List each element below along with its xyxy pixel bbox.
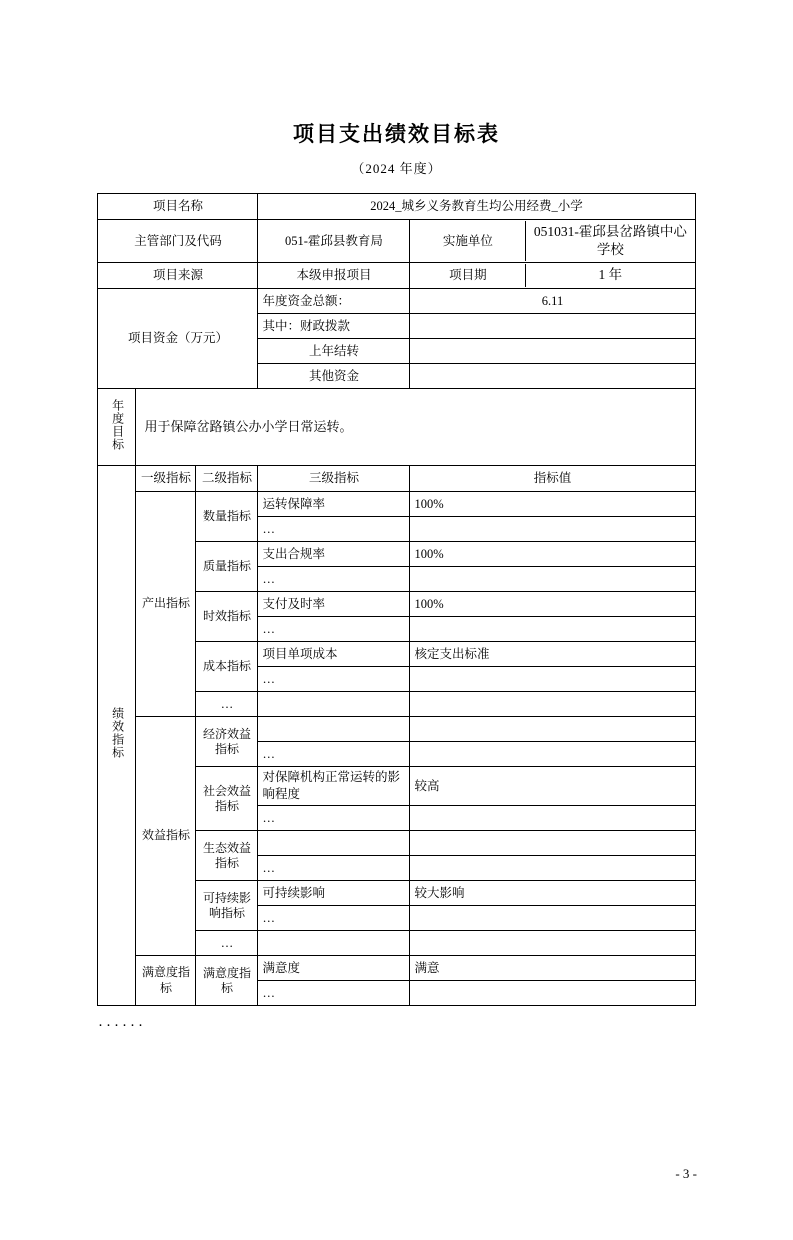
level3-indicator: …	[258, 567, 410, 592]
document-page	[0, 118, 793, 1240]
level3-indicator: …	[258, 517, 410, 542]
table-row	[98, 389, 695, 466]
funds-row-name: 上年结转	[258, 339, 410, 364]
table-row	[98, 289, 695, 314]
period-value: 1 年	[598, 267, 623, 283]
page-subtitle: （2024 年度）	[351, 161, 442, 176]
indicator-value: 100%	[410, 542, 695, 567]
level2-cost: 成本指标	[196, 642, 258, 692]
page-title: 项目支出绩效目标表	[293, 122, 500, 146]
dept-value: 051-霍邱县教育局	[258, 220, 410, 263]
indicator-value	[410, 617, 695, 642]
table-row	[98, 492, 695, 517]
column-header-level2: 二级指标	[196, 466, 258, 492]
level3-indicator	[258, 931, 410, 956]
funds-label: 项目资金（万元）	[98, 289, 258, 389]
level2-satisfaction: 满意度指标	[196, 956, 258, 1006]
level1-benefit: 效益指标	[136, 717, 196, 956]
level3-indicator: …	[258, 742, 410, 767]
column-header-level1: 一级指标	[136, 466, 196, 492]
table-row	[98, 194, 695, 220]
level3-indicator: 支付及时率	[258, 592, 410, 617]
level3-indicator	[258, 692, 410, 717]
indicator-value	[410, 856, 695, 881]
level2-quality: 质量指标	[196, 542, 258, 592]
level3-indicator: 满意度	[258, 956, 410, 981]
period-label: 项目期	[410, 264, 525, 286]
funds-row-name: 其中：财政拨款	[258, 314, 410, 339]
level2-social: 社会效益指标	[196, 767, 258, 831]
level3-indicator	[258, 717, 410, 742]
funds-row-value	[410, 364, 695, 389]
funds-row-value: 6.11	[410, 289, 695, 314]
level2-ecological: 生态效益指标	[196, 831, 258, 881]
indicator-side-label: 绩效指标	[98, 466, 136, 1006]
funds-row-name: 其他资金	[258, 364, 410, 389]
level2-quantity: 数量指标	[196, 492, 258, 542]
indicator-value	[410, 831, 695, 856]
performance-goal-table	[97, 193, 695, 1006]
level3-indicator: …	[258, 806, 410, 831]
funds-row-value	[410, 314, 695, 339]
level2-ellipsis: …	[196, 931, 258, 956]
indicator-value	[410, 806, 695, 831]
indicator-value: 100%	[410, 492, 695, 517]
level3-indicator: …	[258, 856, 410, 881]
table-row	[98, 956, 695, 981]
unit-label: 实施单位	[410, 221, 525, 260]
source-value: 本级申报项目	[258, 263, 410, 289]
table-row	[98, 466, 695, 492]
project-name-value: 2024_城乡义务教育生均公用经费_小学	[258, 194, 695, 220]
table-row	[98, 263, 695, 289]
source-label: 项目来源	[98, 263, 258, 289]
level3-indicator: 可持续影响	[258, 881, 410, 906]
funds-row-name: 年度资金总额：	[258, 289, 410, 314]
level3-indicator: 项目单项成本	[258, 642, 410, 667]
level3-indicator: …	[258, 617, 410, 642]
indicator-value	[410, 981, 695, 1006]
level2-economic: 经济效益指标	[196, 717, 258, 767]
column-header-value: 指标值	[410, 466, 695, 492]
indicator-value	[410, 567, 695, 592]
level2-timeliness: 时效指标	[196, 592, 258, 642]
annual-goal-text: 用于保障岔路镇公办小学日常运转。	[136, 389, 695, 466]
indicator-value	[410, 517, 695, 542]
level1-satisfaction: 满意度指标	[136, 956, 196, 1006]
indicator-value: 核定支出标准	[410, 642, 695, 667]
level3-indicator	[258, 831, 410, 856]
indicator-value	[410, 906, 695, 931]
funds-row-value	[410, 339, 695, 364]
indicator-value	[410, 931, 695, 956]
level2-ellipsis: …	[196, 692, 258, 717]
indicator-value: 较高	[410, 767, 695, 806]
unit-value: 051031-霍邱县岔路镇中心学校	[533, 224, 687, 257]
indicator-value	[410, 667, 695, 692]
project-name-label: 项目名称	[98, 194, 258, 220]
trailing-dots: ······	[98, 1018, 146, 1034]
indicator-value: 较大影响	[410, 881, 695, 906]
indicator-value: 满意	[410, 956, 695, 981]
indicator-value: 100%	[410, 592, 695, 617]
table-row	[98, 220, 695, 263]
level3-indicator: 对保障机构正常运转的影响程度	[258, 767, 410, 806]
level3-indicator: 运转保障率	[258, 492, 410, 517]
level3-indicator: 支出合规率	[258, 542, 410, 567]
page-number: - 3 -	[675, 1166, 697, 1181]
level3-indicator: …	[258, 981, 410, 1006]
annual-goal-label: 年度目标	[98, 389, 136, 466]
level3-indicator: …	[258, 906, 410, 931]
indicator-value	[410, 742, 695, 767]
dept-label: 主管部门及代码	[98, 220, 258, 263]
level1-output: 产出指标	[136, 492, 196, 717]
indicator-value	[410, 717, 695, 742]
indicator-value	[410, 692, 695, 717]
column-header-level3: 三级指标	[258, 466, 410, 492]
level2-sustainable: 可持续影响指标	[196, 881, 258, 931]
table-row	[98, 717, 695, 742]
level3-indicator: …	[258, 667, 410, 692]
